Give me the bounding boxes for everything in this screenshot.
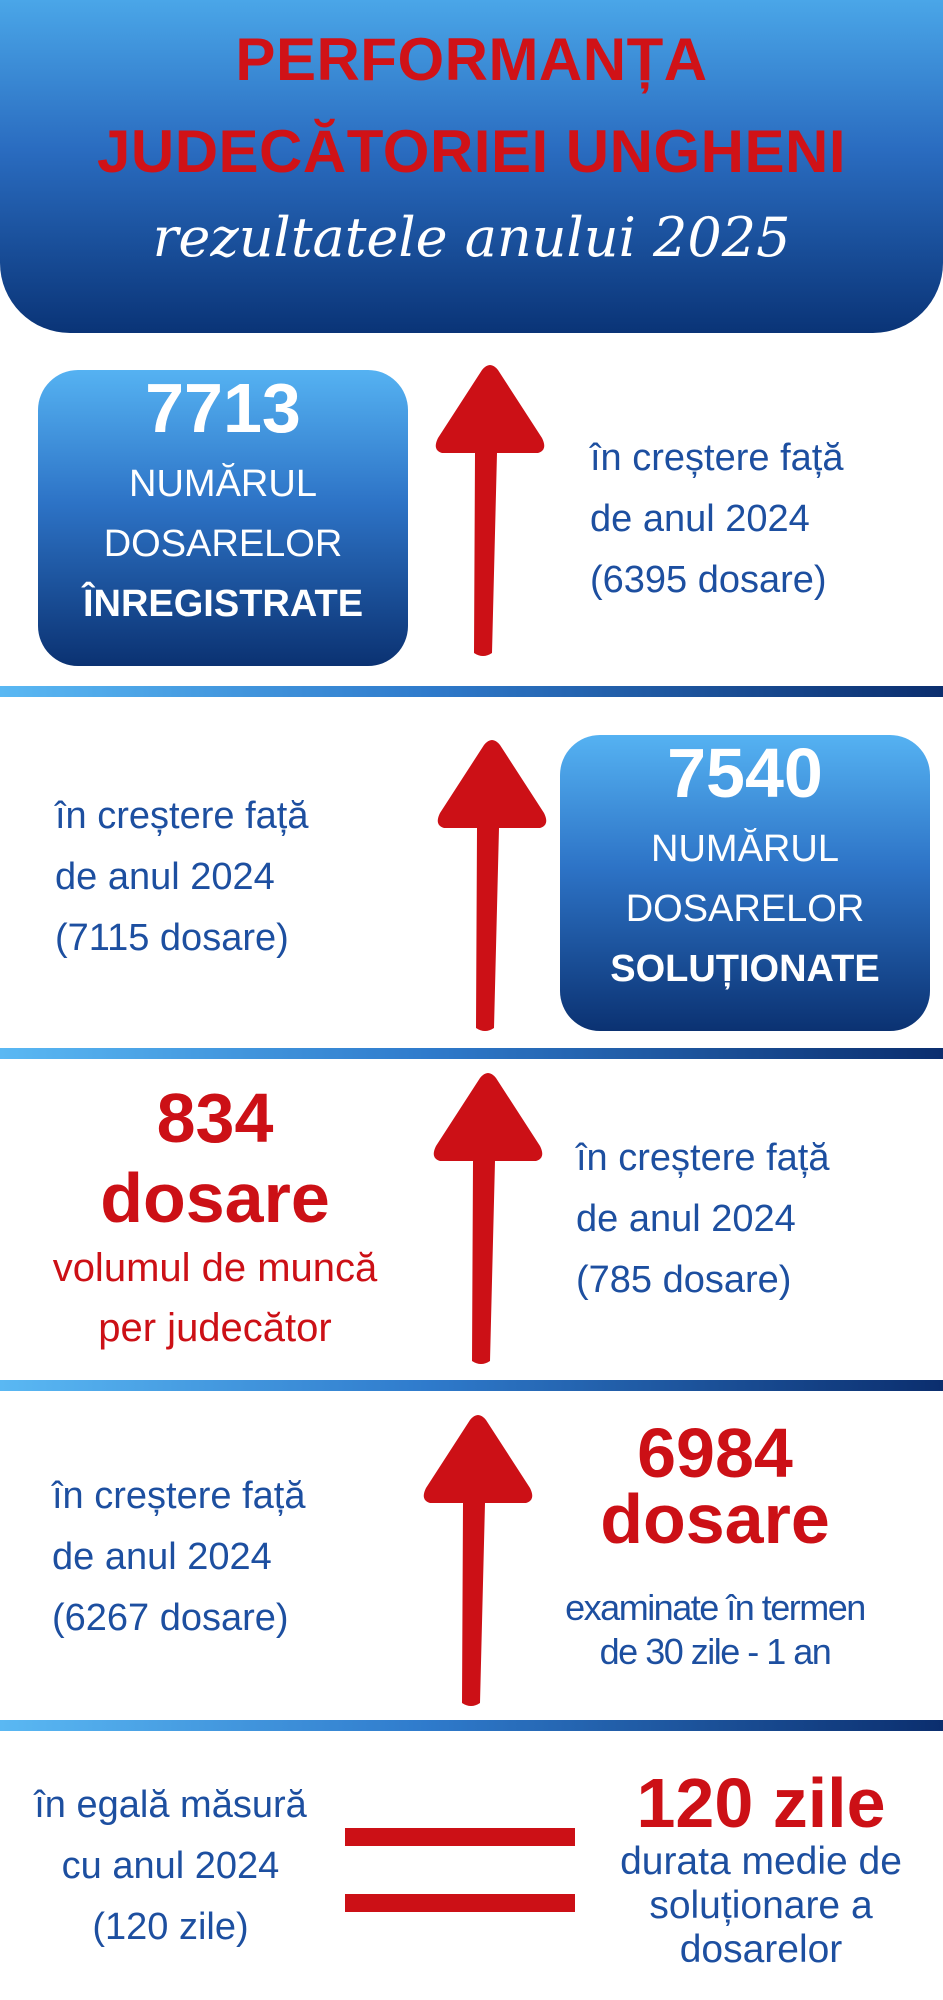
workload-comparison bbox=[576, 1128, 829, 1311]
arrow-up-icon bbox=[432, 733, 552, 1033]
term-comparison bbox=[52, 1466, 305, 1649]
comparison-line: în creștere față bbox=[55, 795, 309, 837]
page-subtitle: rezultatele anului 2025 bbox=[152, 206, 791, 269]
duration-comparison bbox=[8, 1775, 333, 1958]
duration-label-line: durata medie de bbox=[620, 1840, 902, 1883]
arrow-up-icon bbox=[428, 1066, 548, 1366]
comparison-line: în creștere față bbox=[52, 1475, 306, 1517]
term-label-line: de 30 zile - 1 an bbox=[599, 1631, 831, 1672]
term-label-line: examinate în termen bbox=[565, 1587, 865, 1628]
comparison-line: (6267 dosare) bbox=[52, 1597, 289, 1639]
term-label bbox=[520, 1586, 910, 1674]
box-label-line: DOSARELOR bbox=[625, 888, 865, 930]
duration-label-line: soluționare a bbox=[649, 1884, 873, 1927]
workload-stat bbox=[10, 1078, 420, 1358]
comparison-line: de anul 2024 bbox=[590, 498, 810, 540]
resolved-comparison bbox=[55, 786, 308, 969]
page-title-line2: JUDECĂTORIEI UNGHENI bbox=[97, 118, 846, 185]
workload-label-line: volumul de muncă bbox=[52, 1246, 378, 1290]
comparison-line: (7115 dosare) bbox=[55, 917, 289, 959]
workload-label-line: per judecător bbox=[98, 1306, 332, 1350]
duration-label-line: dosarelor bbox=[679, 1928, 843, 1971]
equals-icon bbox=[345, 1828, 575, 1912]
duration-stat bbox=[585, 1763, 937, 1843]
resolved-cases-box bbox=[560, 735, 930, 1031]
comparison-line: de anul 2024 bbox=[52, 1536, 272, 1578]
arrow-up-icon bbox=[430, 358, 550, 658]
registered-comparison bbox=[590, 428, 843, 611]
comparison-line: în creștere față bbox=[590, 437, 844, 479]
workload-number: 834 bbox=[156, 1079, 274, 1157]
term-number: 6984 bbox=[637, 1414, 793, 1492]
box-label-line: NUMĂRUL bbox=[651, 828, 839, 870]
term-unit: dosare bbox=[600, 1480, 830, 1558]
comparison-line: de anul 2024 bbox=[576, 1198, 796, 1240]
section-divider bbox=[0, 686, 943, 697]
box-label-line: SOLUȚIONATE bbox=[610, 948, 880, 990]
registered-cases-number: 7713 bbox=[145, 369, 301, 447]
comparison-line: (6395 dosare) bbox=[590, 559, 827, 601]
section-divider bbox=[0, 1720, 943, 1731]
duration-number: 120 zile bbox=[636, 1764, 886, 1842]
comparison-line: în egală măsură bbox=[34, 1784, 307, 1826]
box-label-line: ÎNREGISTRATE bbox=[82, 583, 364, 625]
section-divider bbox=[0, 1380, 943, 1391]
comparison-line: cu anul 2024 bbox=[61, 1845, 280, 1887]
resolved-cases-number: 7540 bbox=[667, 734, 823, 812]
page-title-line1: PERFORMANȚA bbox=[235, 26, 708, 93]
term-stat bbox=[545, 1414, 885, 1558]
duration-label bbox=[585, 1840, 937, 1972]
section-divider bbox=[0, 1048, 943, 1059]
box-label-line: DOSARELOR bbox=[103, 523, 343, 565]
comparison-line: în creștere față bbox=[576, 1137, 830, 1179]
registered-cases-box bbox=[38, 370, 408, 666]
comparison-line: de anul 2024 bbox=[55, 856, 275, 898]
workload-unit: dosare bbox=[100, 1159, 330, 1237]
comparison-line: (785 dosare) bbox=[576, 1259, 792, 1301]
box-label-line: NUMĂRUL bbox=[129, 463, 317, 505]
comparison-line: (120 zile) bbox=[92, 1906, 249, 1948]
